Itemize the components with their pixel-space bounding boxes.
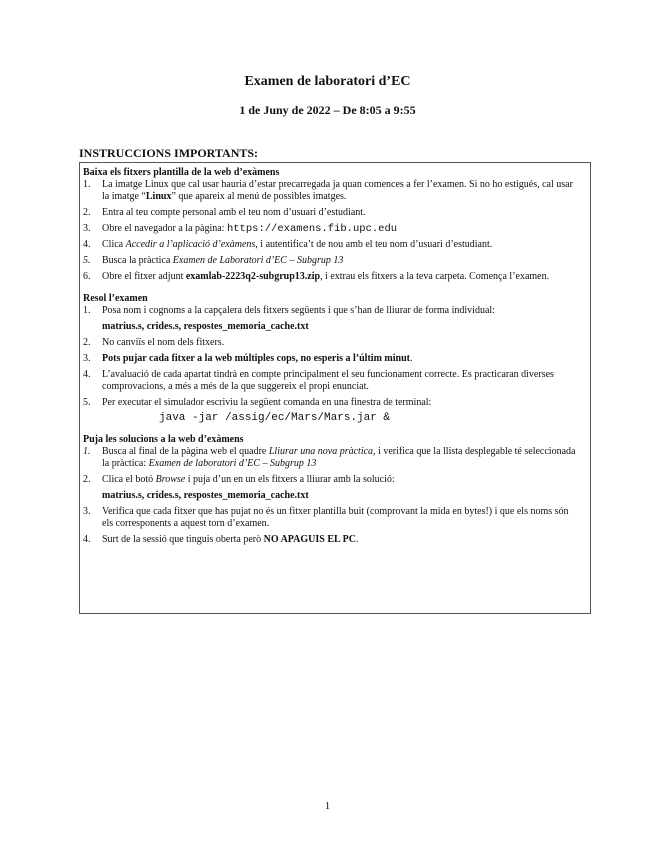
section-title: Resol l’examen bbox=[83, 293, 148, 304]
exam-title: Examen de laboratori d’EC bbox=[244, 74, 411, 89]
file-list: matrius.s, crides.s, respostes_memoria_cache.txt bbox=[102, 490, 309, 501]
exam-date: 1 de Juny de 2022 – De 8:05 a 9:55 bbox=[239, 103, 416, 117]
list-item: 3. Obre el navegador a la pàgina: https://examens.fib.upc.edu bbox=[83, 223, 398, 235]
section-title: Puja les solucions a la web d’exàmens bbox=[83, 434, 244, 445]
file-list: matrius.s, crides.s, respostes_memoria_cache.txt bbox=[102, 321, 309, 332]
list-item: 4. Surt de la sessió que tinguis oberta però NO APAGUIS EL PC. bbox=[83, 534, 359, 545]
section-solve bbox=[83, 293, 578, 424]
list-item: 1. La imatge Linux que cal usar hauria d’estar precarregada ja quan comences a fer l’examen. Si no ho estigués, cal usar la imatge “Linux” que apareix al menú de possibles imatges. bbox=[83, 179, 573, 202]
list-item: 5. Per executar el simulador escriviu la següent comanda en una finestra de terminal: java -jar /assig/ec/Mars/Mars.jar & bbox=[83, 397, 578, 424]
instructions-box bbox=[79, 162, 591, 614]
list-item: 3. Pots pujar cada fitxer a la web múltiples cops, no esperis a l’últim minut. bbox=[83, 353, 413, 364]
list-item: 4. L’avaluació de cada apartat tindrà en compte principalment el seu funcionament correcte. Es practicaran diverses comprovacions, a més a més de la que suggereix el propi enunciat. bbox=[83, 369, 554, 392]
page-number: 1 bbox=[324, 800, 331, 812]
section-title: Baixa els fitxers plantilla de la web d’exàmens bbox=[83, 167, 280, 178]
list-item: 5. Busca la pràctica Examen de Laboratori d’EC – Subgrup 13 bbox=[83, 255, 344, 266]
list-item: 4. Clica Accedir a l’aplicació d’exàmens, i autentifica’t de nou amb el teu nom d’usuari d’estudiant. bbox=[83, 239, 493, 250]
section-upload bbox=[83, 434, 578, 546]
section-download bbox=[83, 167, 578, 283]
terminal-command: java -jar /assig/ec/Mars/Mars.jar & bbox=[159, 412, 391, 424]
list-item: 3. Verifica que cada fitxer que has pujat no és un fitxer plantilla buit (comprovant la mida en bytes!) i que els noms són els corresponents a aquest torn d’examen. bbox=[83, 506, 569, 529]
list-item: 6. Obre el fitxer adjunt examlab-2223q2-subgrup13.zip, i extrau els fitxers a la teva carpeta. Comença l’examen. bbox=[83, 271, 550, 282]
list-item: 1. Busca al final de la pàgina web el quadre Lliurar una nova pràctica, i verifica que la llista desplegable té seleccionada la pràctica: Examen de laboratori d’EC – Subgrup 13 bbox=[83, 446, 576, 469]
exam-url: https://examens.fib.upc.edu bbox=[226, 223, 398, 235]
list-item: 2. Clica el botó Browse i puja d’un en un els fitxers a lliurar amb la solució: matrius.s, crides.s, respostes_memoria_cache.txt bbox=[83, 474, 578, 502]
list-item: 2. Entra al teu compte personal amb el teu nom d’usuari d’estudiant. bbox=[83, 207, 366, 218]
list-item: 2. No canviïs el nom dels fitxers. bbox=[83, 337, 225, 348]
list-item: 1. Posa nom i cognoms a la capçalera dels fitxers següents i que s’han de lliurar de forma individual: matrius.s, crides.s, respostes_memoria_cache.txt bbox=[83, 305, 578, 333]
instructions-heading: INSTRUCCIONS IMPORTANTS: bbox=[79, 146, 259, 160]
